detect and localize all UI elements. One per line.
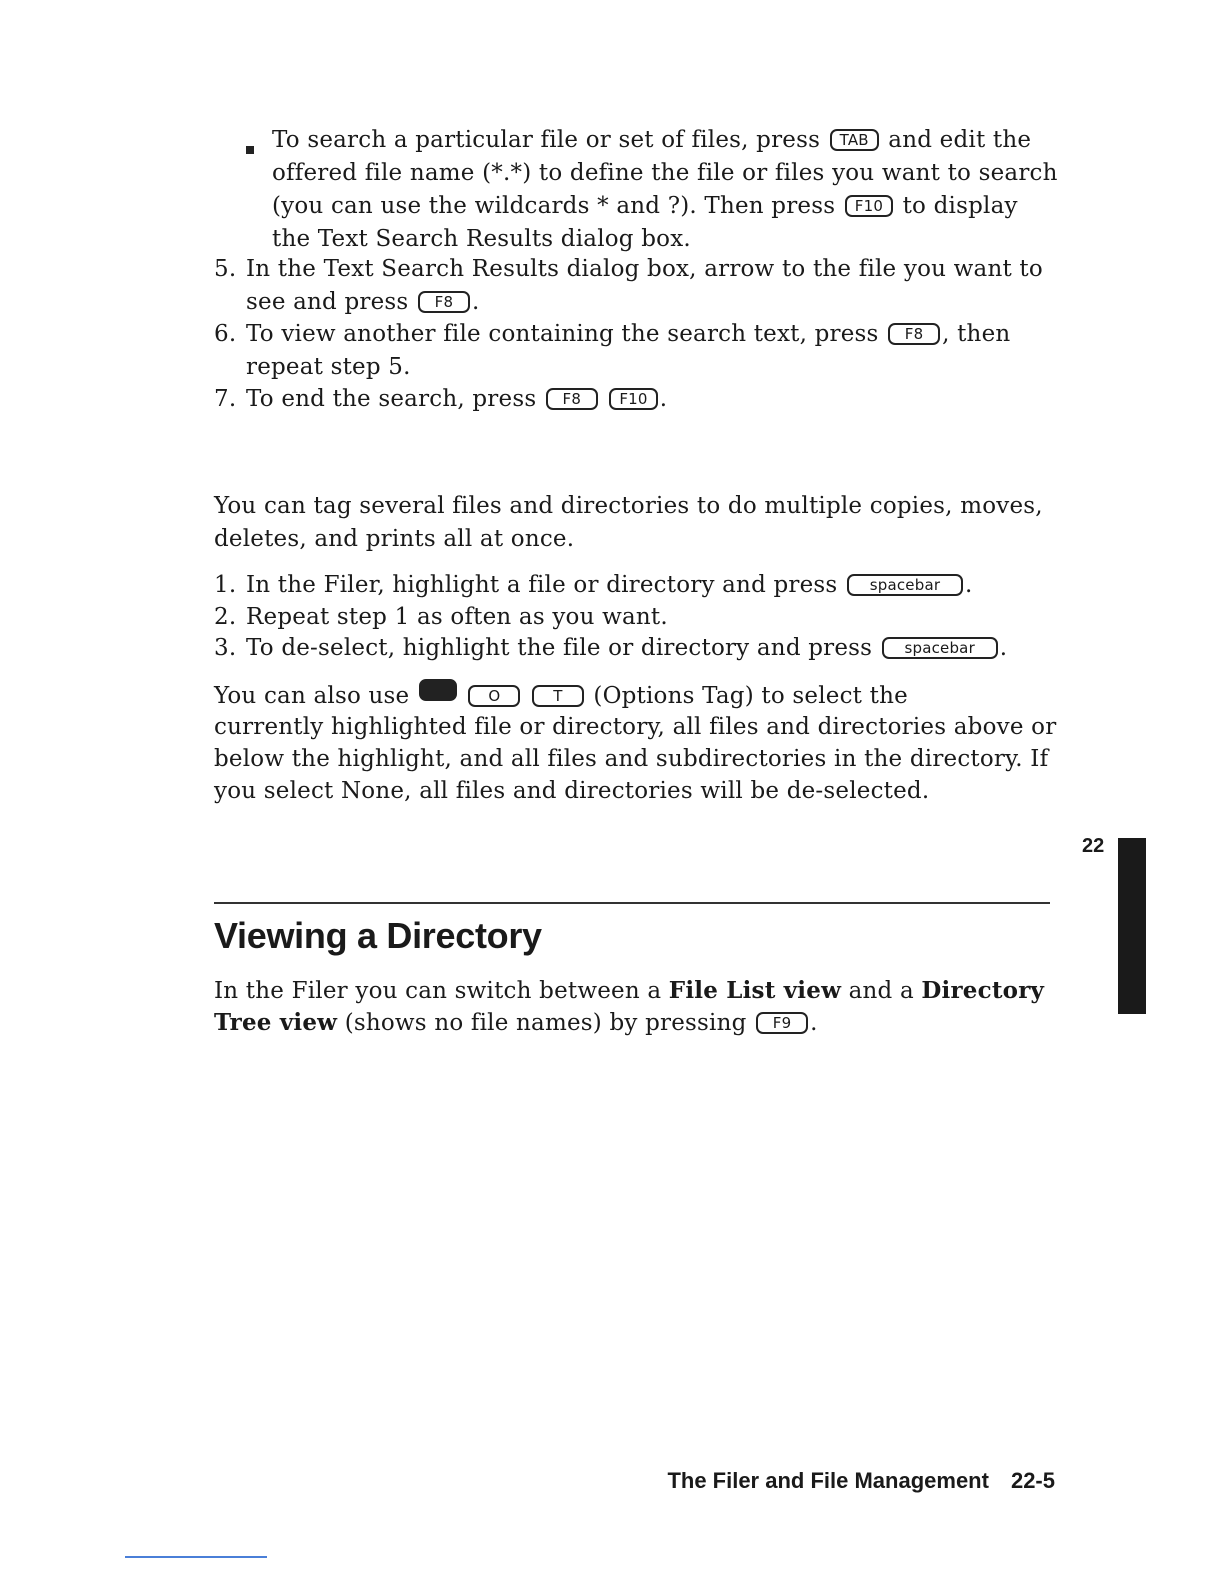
chapter-tab-bar <box>1118 838 1146 1014</box>
tab-key: TAB <box>830 129 879 151</box>
f9-key: F9 <box>756 1012 808 1034</box>
page-footer <box>667 1466 1055 1496</box>
chapter-tab-number: 22 <box>1082 835 1105 857</box>
tag-also-line-3: below the highlight, and all files and subdirectories in the directory. If <box>214 746 1049 772</box>
step-7-number: 7. <box>214 386 237 412</box>
tag-step-3: To de-select, highlight the file or directory and press spacebar . <box>246 635 1008 661</box>
t-key: T <box>532 685 584 707</box>
o-key: O <box>468 685 520 707</box>
f8-key: F8 <box>888 323 940 345</box>
tag-step-2-number: 2. <box>214 604 237 630</box>
bullet-line-1: To search a particular file or set of files, press TAB and edit the <box>272 127 1032 153</box>
step-5-line-2: see and press F8 . <box>246 289 480 315</box>
tag-also-line-2: currently highlighted file or directory, all files and directories above or <box>214 714 1057 740</box>
footer-page-number: 22-5 <box>1010 1468 1055 1493</box>
bullet-line-4: the Text Search Results dialog box. <box>272 226 691 252</box>
f10-key: F10 <box>609 388 657 410</box>
step-7-line-1: To end the search, press F8 F10 . <box>246 386 668 412</box>
section-heading: Viewing a Directory <box>214 915 542 956</box>
tag-intro-line-2: deletes, and prints all at once. <box>214 526 575 552</box>
f10-key: F10 <box>845 195 893 217</box>
step-6-line-2: repeat step 5. <box>246 354 411 380</box>
tag-also-line-1: You can also use O T (Options Tag) to select the <box>214 679 908 713</box>
view-line-2: Tree view (shows no file names) by pressing F9 . <box>214 1009 818 1036</box>
bullet-line-2: offered file name (*.*) to define the file or files you want to search <box>272 160 1058 186</box>
step-5-number: 5. <box>214 256 237 282</box>
bullet-line-3: (you can use the wildcards * and ?). Then press F10 to display <box>272 193 1018 219</box>
tag-also-line-4: you select None, all files and directories will be de-selected. <box>214 778 930 804</box>
tag-step-1: In the Filer, highlight a file or directory and press spacebar . <box>246 572 973 598</box>
f8-key: F8 <box>546 388 598 410</box>
step-5-line-1: In the Text Search Results dialog box, arrow to the file you want to <box>246 256 1043 282</box>
step-6-line-1: To view another file containing the search text, press F8 , then <box>246 321 1011 347</box>
footer-chapter-title: The Filer and File Management <box>667 1468 989 1493</box>
tag-step-2: Repeat step 1 as often as you want. <box>246 604 668 630</box>
tag-intro-line-1: You can tag several files and directories to do multiple copies, moves, <box>214 493 1043 519</box>
spacebar-key: spacebar <box>847 574 963 596</box>
step-6-number: 6. <box>214 321 237 347</box>
menu-key-icon <box>419 679 457 701</box>
tag-step-1-number: 1. <box>214 572 237 598</box>
section-rule <box>214 902 1050 904</box>
spacebar-key: spacebar <box>882 637 998 659</box>
f8-key: F8 <box>418 291 470 313</box>
tag-step-3-number: 3. <box>214 635 237 661</box>
bottom-edge-rule <box>125 1556 267 1558</box>
bullet-marker <box>246 146 254 154</box>
view-line-1: In the Filer you can switch between a File List view and a Directory <box>214 977 1045 1004</box>
